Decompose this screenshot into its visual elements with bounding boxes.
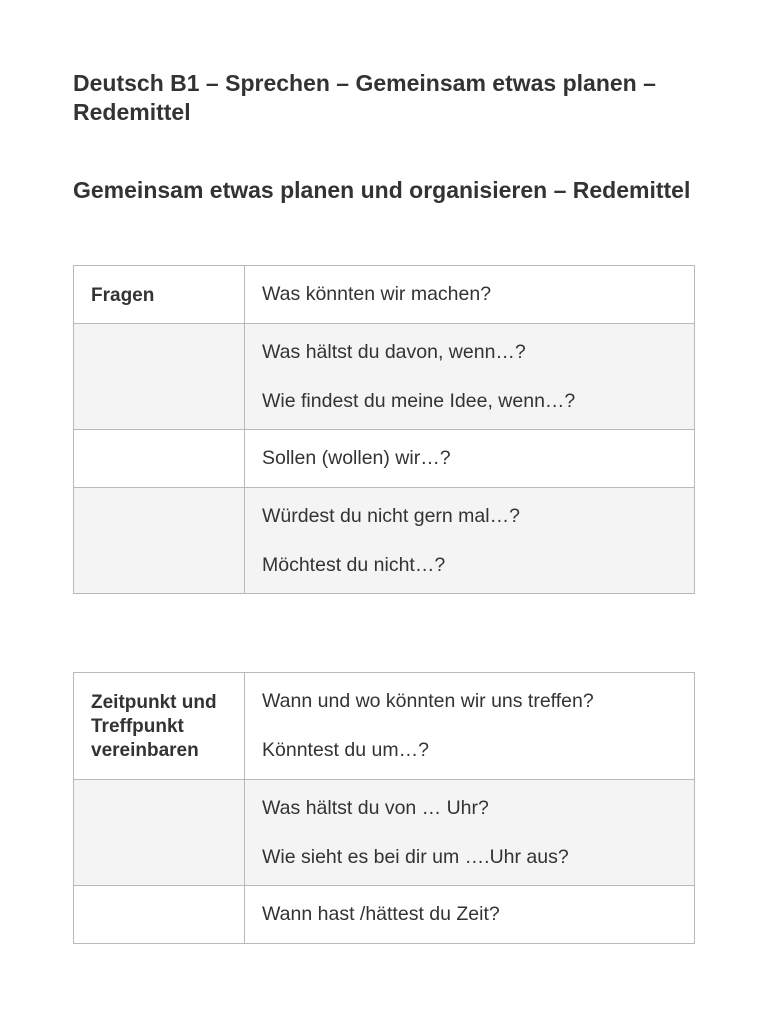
phrase-text: Möchtest du nicht…? <box>262 554 446 576</box>
phrase-cell <box>245 488 695 594</box>
row-label: Zeitpunkt und Treffpunkt vereinbaren <box>91 692 217 761</box>
phrase-text: Was hältst du davon, wenn…? <box>262 341 526 363</box>
phrase-text: Wann und wo könnten wir uns treffen? <box>262 690 594 712</box>
phrase-text: Wie findest du meine Idee, wenn…? <box>262 390 576 412</box>
table-row <box>74 488 695 594</box>
phrase-cell <box>245 430 695 488</box>
table-row <box>74 324 695 430</box>
section-title: Gemeinsam etwas planen und organisieren – Redemittel <box>73 177 691 203</box>
page-title: Deutsch B1 – Sprechen – Gemeinsam etwas planen – Redemittel <box>73 70 656 125</box>
row-label-cell <box>74 886 245 944</box>
row-label-cell <box>74 780 245 886</box>
table-row <box>74 266 695 324</box>
phrase-text: Wie sieht es bei dir um ….Uhr aus? <box>262 846 569 868</box>
phrase-text: Könntest du um…? <box>262 739 429 761</box>
phrase-text: Würdest du nicht gern mal…? <box>262 505 520 527</box>
phrase-table-appointment <box>73 672 695 944</box>
phrase-cell <box>245 886 695 944</box>
table-row <box>74 430 695 488</box>
table-row <box>74 886 695 944</box>
row-label-cell <box>74 673 245 780</box>
phrase-cell <box>245 324 695 430</box>
row-label <box>74 488 244 506</box>
phrase-text: Wann hast /hättest du Zeit? <box>262 903 500 925</box>
phrase-text: Was könnten wir machen? <box>262 283 492 305</box>
phrase-text: Sollen (wollen) wir…? <box>262 447 451 469</box>
phrase-text: Was hältst du von … Uhr? <box>262 797 489 819</box>
row-label-cell <box>74 488 245 594</box>
row-label <box>74 430 244 448</box>
row-label <box>74 780 244 798</box>
row-label-cell <box>74 430 245 488</box>
row-label <box>74 324 244 342</box>
row-label: Fragen <box>91 285 155 306</box>
phrase-table-questions <box>73 265 695 594</box>
row-label-cell <box>74 266 245 324</box>
table-row <box>74 780 695 886</box>
phrase-cell <box>245 673 695 780</box>
phrase-cell <box>245 266 695 324</box>
phrase-cell <box>245 780 695 886</box>
row-label <box>74 886 244 904</box>
row-label-cell <box>74 324 245 430</box>
table-row <box>74 673 695 780</box>
